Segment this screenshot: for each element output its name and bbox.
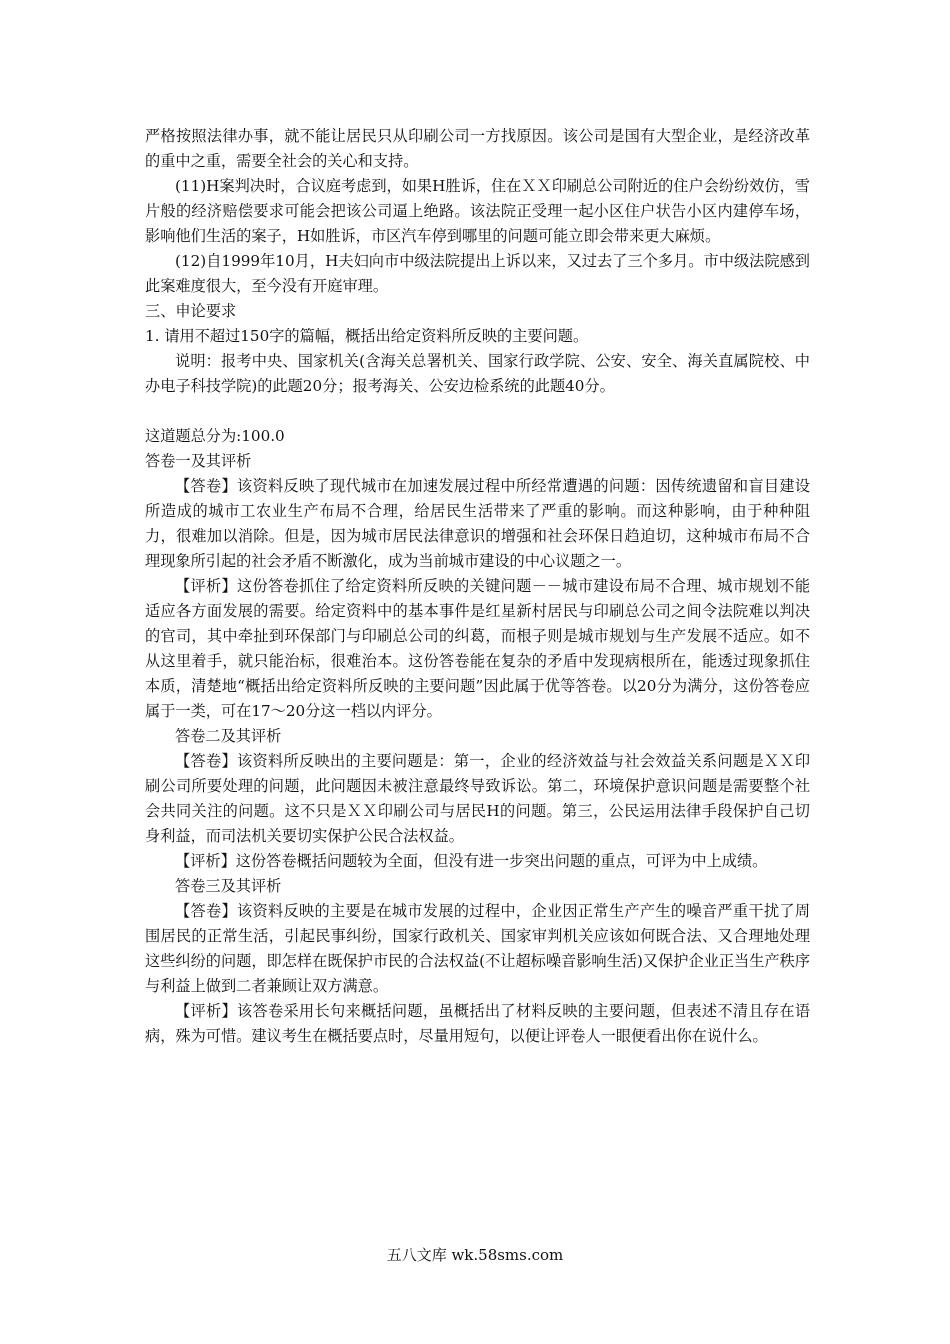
paragraph-3: (12)自1999年10月，H夫妇向市中级法院提出上诉以来，又过去了三个多月。市中级法院感到此案难度很大，至今没有开庭审理。	[145, 252, 810, 295]
answer-2-text: 【答卷】该资料所反映出的主要问题是：第一，企业的经济效益与社会效益关系问题是ＸＸ印刷公司所要处理的问题，此问题因未被注意最终导致诉讼。第二，环境保护意识问题是需要整个社会共同关注的问题。这不只是ＸＸ印刷公司与居民H的问题。第三，公民运用法律手段保护自己切身利益，而司法机关要切实保护公民合法权益。	[145, 752, 810, 845]
answer-1-heading: 答卷一及其评析	[145, 452, 252, 470]
total-score: 这道题总分为:100.0	[145, 427, 285, 445]
section-heading: 三、申论要求	[145, 302, 237, 320]
answer-2-review: 【评析】这份答卷概括问题较为全面，但没有进一步突出问题的重点，可评为中上成绩。	[175, 852, 768, 870]
answer-3-heading: 答卷三及其评析	[175, 877, 282, 895]
question-note: 说明：报考中央、国家机关(含海关总署机关、国家行政学院、公安、安全、海关直属院校、中办电子科技学院)的此题20分；报考海关、公安边检系统的此题40分。	[145, 352, 810, 395]
answer-3-text: 【答卷】该资料反映的主要是在城市发展的过程中，企业因正常生产产生的噪音严重干扰了周围居民的正常生活，引起民事纠纷，国家行政机关、国家审判机关应该如何既合法、又合理地处理这些纠纷的问题，即怎样在既保护市民的合法权益(不让超标噪音影响生活)又保护企业正当生产秩序与利益上做到二者兼顾让双方满意。	[145, 902, 810, 995]
answer-2-heading: 答卷二及其评析	[175, 727, 282, 745]
answer-1-review: 【评析】这份答卷抓住了给定资料所反映的关键问题－－城市建设布局不合理、城市规划不能适应各方面发展的需要。给定资料中的基本事件是红星新村居民与印刷总公司之间令法院难以判决的官司，其中牵扯到环保部门与印刷总公司的纠葛，而根子则是城市规划与生产发展不适应。如不从这里着手，就只能治标，很难治本。这份答卷能在复杂的矛盾中发现病根所在，能透过现象抓住本质，清楚地“概括出给定资料所反映的主要问题”因此属于优等答卷。以20分为满分，这份答卷应属于一类，可在17～20分这一档以内评分。	[145, 577, 810, 720]
paragraph-1: 严格按照法律办事，就不能让居民只从印刷公司一方找原因。该公司是国有大型企业，是经济改革的重中之重，需要全社会的关心和支持。	[145, 127, 810, 170]
document-body	[145, 124, 810, 1049]
answer-3-review: 【评析】该答卷采用长句来概括问题，虽概括出了材料反映的主要问题，但表述不清且存在语病，殊为可惜。建议考生在概括要点时，尽量用短句，以便让评卷人一眼便看出你在说什么。	[145, 1002, 810, 1045]
paragraph-2: (11)H案判决时，合议庭考虑到，如果H胜诉，住在ＸＸ印刷总公司附近的住户会纷纷效仿，雪片般的经济赔偿要求可能会把该公司逼上绝路。该法院正受理一起小区住户状告小区内建停车场，影响他们生活的案子，H如胜诉，市区汽车停到哪里的问题可能立即会带来更大麻烦。	[145, 177, 810, 245]
spacer	[145, 399, 810, 424]
answer-1-text: 【答卷】该资料反映了现代城市在加速发展过程中所经常遭遇的问题：因传统遗留和盲目建设所造成的城市工农业生产布局不合理，给居民生活带来了严重的影响。而这种影响，由于种种阻力，很难加以消除。但是，因为城市居民法律意识的增强和社会环保日趋迫切，这种城市布局不合理现象所引起的社会矛盾不断激化，成为当前城市建设的中心议题之一。	[145, 477, 810, 570]
question-1: 1. 请用不超过150字的篇幅，概括出给定资料所反映的主要问题。	[145, 327, 589, 345]
footer-watermark: 五八文库 wk.58sms.com	[386, 1246, 564, 1264]
